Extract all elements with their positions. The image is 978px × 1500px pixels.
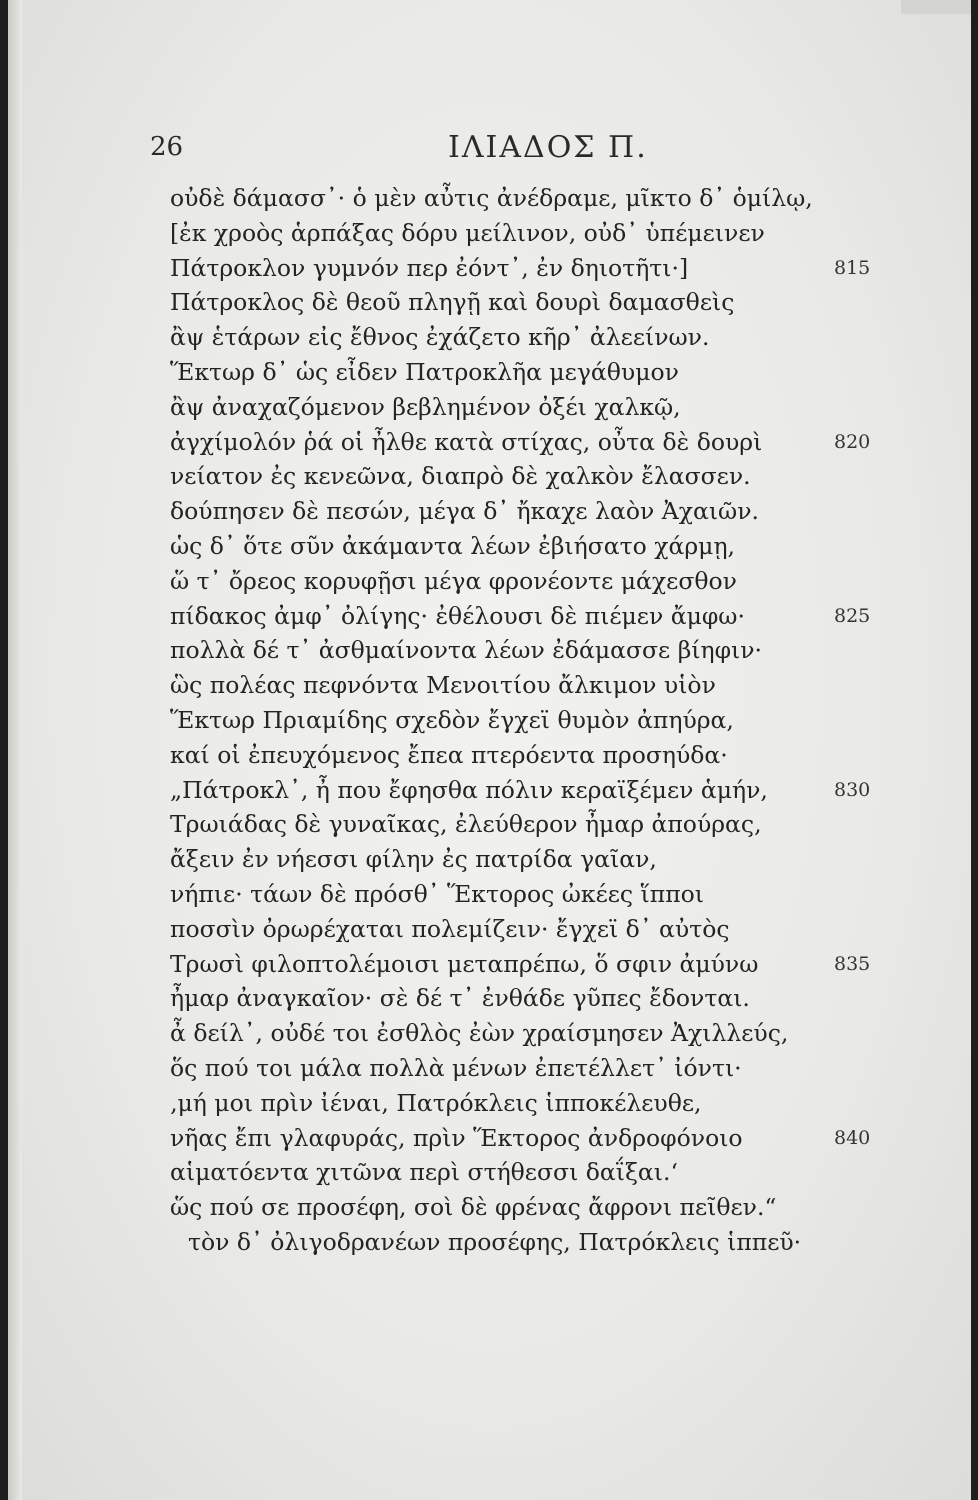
- verse-text: ὥς πού σε προσέφη, σοὶ δὲ φρένας ἄφρονι πεῖθεν.“: [170, 1193, 777, 1222]
- line-number: 840: [834, 1126, 871, 1149]
- verse-text: ἂψ ἑτάρων εἰς ἔθνος ἐχάζετο κῆρ᾽ ἀλεείνων.: [170, 323, 710, 352]
- verse-text: οὐδὲ δάμασσ᾽· ὁ μὲν αὖτις ἀνέδραμε, μῖκτο δ᾽ ὁμίλῳ,: [170, 184, 813, 212]
- verse-text: ὡς δ᾽ ὅτε σῦν ἀκάμαντα λέων ἐβιήσατο χάρμῃ,: [170, 532, 735, 560]
- page-header: [8, 124, 971, 174]
- line-number: 830: [834, 778, 871, 801]
- verse-text: „Πάτροκλ᾽, ἦ που ἔφησθα πόλιν κεραϊξέμεν ἁμήν,: [170, 775, 768, 804]
- verse-text: Ἕκτωρ Πριαμίδης σχεδὸν ἔγχεϊ θυμὸν ἀπηύρα,: [170, 706, 734, 734]
- verse-text: Πάτροκλος δὲ θεοῦ πληγῇ καὶ δουρὶ δαμασθεὶς: [170, 288, 735, 317]
- verse-text: ὅς πού τοι μάλα πολλὰ μένων ἐπετέλλετ᾽ ἰόντι·: [170, 1054, 742, 1082]
- verse-text: νήπιε· τάων δὲ πρόσθ᾽ Ἕκτορος ὠκέες ἵπποι: [170, 880, 705, 908]
- verse-text: ἀγχίμολόν ῥά οἱ ἦλθε κατὰ στίχας, οὖτα δὲ δουρὶ: [170, 427, 763, 456]
- verse-text: τὸν δ᾽ ὀλιγοδρανέων προσέφης, Πατρόκλεις ἱππεῦ·: [188, 1228, 802, 1256]
- verse-text: [ἐκ χροὸς ἁρπάξας δόρυ μείλινον, οὐδ᾽ ὑπέμεινεν: [170, 218, 765, 247]
- verse-text: πολλὰ δέ τ᾽ ἀσθμαίνοντα λέων ἐδάμασσε βίηφιν·: [170, 636, 762, 665]
- verse-text: Τρωσὶ φιλοπτολέμοισι μεταπρέπω, ὅ σφιν ἀμύνω: [170, 949, 759, 978]
- line-number: 835: [834, 952, 871, 975]
- page-gutter-shadow: [8, 0, 22, 1500]
- verse-text: ἄξειν ἐν νήεσσι φίλην ἐς πατρίδα γαῖαν,: [170, 845, 657, 874]
- verse-text: νείατον ἐς κενεῶνα, διαπρὸ δὲ χαλκὸν ἔλασσεν.: [170, 462, 751, 491]
- verse-text: Ἕκτωρ δ᾽ ὡς εἶδεν Πατροκλῆα μεγάθυμον: [170, 358, 679, 386]
- verse-text: αἱματόεντα χιτῶνα περὶ στήθεσσι δαΐξαι.‘: [170, 1158, 678, 1187]
- verse-text: ποσσὶν ὀρωρέχαται πολεμίζειν· ἔγχεϊ δ᾽ αὐτὸς: [170, 914, 730, 943]
- verse-text: καί οἱ ἐπευχόμενος ἔπεα πτερόεντα προσηύδα·: [170, 740, 728, 769]
- line-number: 825: [834, 604, 871, 627]
- verse-text: ἆ δείλ᾽, οὐδέ τοι ἐσθλὸς ἐὼν χραίσμησεν Ἀχιλλεύς,: [170, 1019, 789, 1048]
- line-number: 815: [834, 256, 871, 279]
- page-number: 26: [150, 132, 184, 162]
- book-page: [8, 0, 971, 1500]
- running-title: ΙΛΙΑΔΟΣ Π.: [448, 130, 648, 165]
- page-corner-scrap: [901, 0, 971, 14]
- line-number: 820: [834, 430, 871, 453]
- verse-text: πίδακος ἀμφ᾽ ὀλίγης· ἐθέλουσι δὲ πιέμεν ἄμφω·: [170, 601, 745, 630]
- verse-text: νῆας ἔπι γλαφυράς, πρὶν Ἕκτορος ἀνδροφόνοιο: [170, 1123, 743, 1152]
- verse-text: Τρωιάδας δὲ γυναῖκας, ἐλεύθερον ἦμαρ ἀπούρας,: [170, 810, 762, 839]
- verse-text: ὣς πολέας πεφνόντα Μενοιτίου ἄλκιμον υἱὸν: [170, 671, 716, 700]
- verse-text: ἂψ ἀναχαζόμενον βεβλημένον ὀξέι χαλκῷ,: [170, 392, 681, 421]
- verse-text: ὥ τ᾽ ὄρεος κορυφῇσι μέγα φρονέοντε μάχεσθον: [170, 566, 737, 595]
- verse-text: δούπησεν δὲ πεσών, μέγα δ᾽ ἤκαχε λαὸν Ἀχαιῶν.: [170, 497, 759, 526]
- verse-text: Πάτροκλον γυμνόν περ ἐόντ᾽, ἐν δηιοτῆτι·]: [170, 253, 689, 282]
- verse-text: ‚μή μοι πρὶν ἰέναι, Πατρόκλεις ἱπποκέλευθε,: [170, 1088, 702, 1117]
- verse-text: ἦμαρ ἀναγκαῖον· σὲ δέ τ᾽ ἐνθάδε γῦπες ἔδονται.: [170, 984, 750, 1013]
